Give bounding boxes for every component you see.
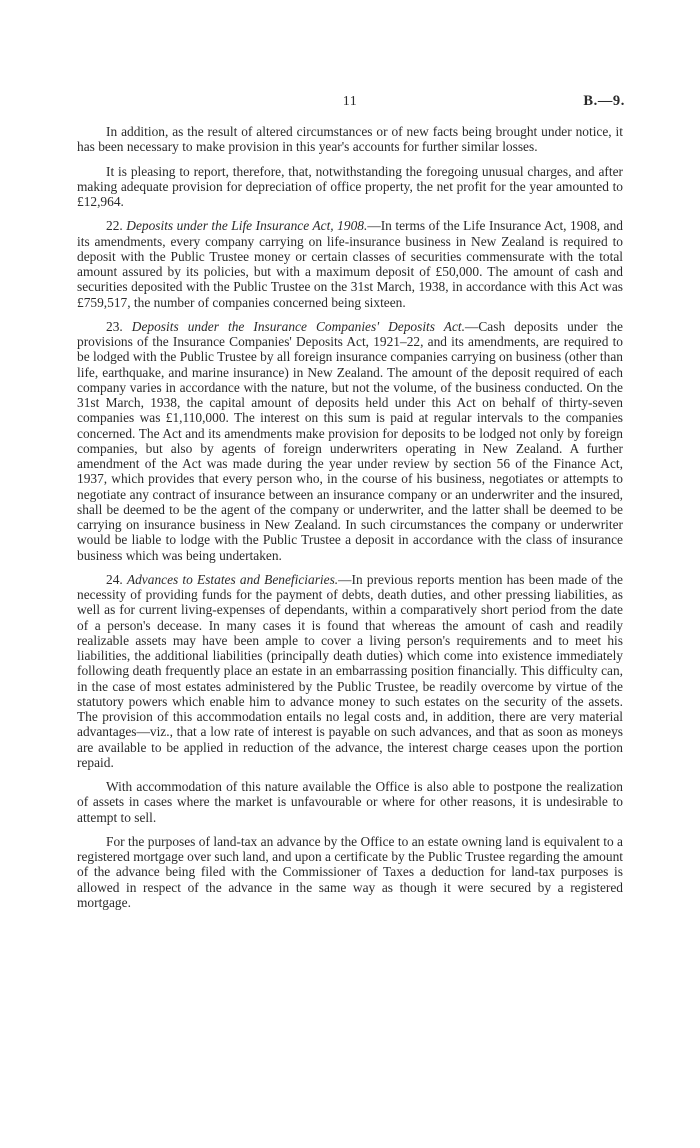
section-text: —In terms of the Life Insurance Act, 1908, and its amendments, every company carrying on life-insurance business in New Zealand is required to deposit with the Public Trustee money or certain classes of securities commensurate with the total amount assured by its policies, but with a maximum deposit of £50,000. The amount of cash and securities deposited with the Public Trustee on the 31st March, 1938, in accordance with this Act was £759,517, the number of companies concerned being sixteen. — [77, 218, 624, 310]
paragraph-net-profit — [77, 164, 623, 210]
document-reference: B.—9. — [583, 93, 625, 109]
paragraph-text: For the purposes of land-tax an advance by the Office to an estate owning land is equivalent to a registered mortgage over such land, and upon a certificate by the Public Trustee regarding the amount of the advance being filed with the Commissioner of Taxes a deduction for land-tax purposes is allowed in respect of the advance in the same way as though it were secured by a registered mortgage. — [77, 833, 623, 910]
section-heading: Deposits under the Life Insurance Act, 1908. — [126, 218, 368, 234]
section-text: —Cash deposits under the provisions of the Insurance Companies' Deposits Act, 1921–22, and its amendments, are required to be lodged with the Public Trustee by all foreign insurance companies carrying on business (other than life, earthquake, and marine insurance) in New Zealand. The amount of the deposit required of each company varies in accordance with the nature, but not the volume, of the business conducted. On the 31st March, 1938, the capital amount of deposits held under this Act on behalf of thirty-seven companies was £1,110,000. The interest on this sum is paid at regular intervals to the companies concerned. The Act and its amendments make provision for deposits to be lodged not only by foreign companies, but also by agents of foreign underwriters operating in New Zealand. A further amendment of the Act was made during the year under review by section 56 of the Finance Act, 1937, which provides that every person who, in the course of his business, negotiates or attempts to negotiate any contract of insurance between an insurance company or an underwriter and the insured, shall be deemed to be the agent of the company or underwriter, and the latter shall be deemed to be carrying on insurance business in New Zealand. In such circumstances the company or underwriter would be liable to lodge with the Public Trustee a deposit in accordance with the class of insurance business which was being undertaken. — [77, 318, 623, 563]
section-text: —In previous reports mention has been made of the necessity of providing funds for the payment of debts, death duties, and other pressing liabilities, as well as for current living-expenses of dependants, within a comparatively short period from the date of a person's decease. In many cases it is found that whereas the amount of cash and readily realizable assets may have been ample to cover a living person's requirements and to meet his liabilities, the additional liabilities (principally death duties) which come into existence immediately following death frequently place an estate in an embarrassing position financially. This difficulty can, in the case of most estates administered by the Public Trustee, be readily overcome by virtue of the statutory powers which enable him to advance money to such estates on the security of the assets. The provision of this accommodation entails no legal costs and, in addition, there are very material advantages—viz., that a low rate of interest is payable on such advances, and that as soon as moneys are available to be applied in reduction of the advance, the interest charge ceases upon the portion repaid. — [77, 571, 623, 770]
paragraph-text: It is pleasing to report, therefore, that, notwithstanding the foregoing unusual charges, and after making adequate provision for depreciation of office property, the net profit for the year amounted to £12,964. — [77, 163, 623, 209]
section-24-advances-to-estates — [77, 572, 623, 770]
section-22-life-insurance-deposits — [77, 218, 623, 310]
section-heading: Advances to Estates and Beneficiaries. — [126, 571, 339, 587]
section-23-insurance-companies-deposits — [77, 319, 623, 563]
paragraph-text: In addition, as the result of altered circumstances or of new facts being brought under notice, it has been necessary to make provision in this year's accounts for further similar losses. — [77, 124, 623, 155]
body-text — [77, 124, 623, 919]
section-heading: Deposits under the Insurance Companies' Deposits Act. — [131, 318, 465, 334]
section-number: 23. — [106, 318, 123, 334]
page-number: 11 — [342, 94, 358, 109]
paragraph-land-tax — [77, 834, 623, 910]
paragraph-additional-losses — [77, 124, 623, 155]
section-number: 24. — [106, 571, 123, 587]
paragraph-text: With accommodation of this nature available the Office is also able to postpone the realization of assets in cases where the market is unfavourable or where for other reasons, it is undesirable to attempt to sell. — [77, 779, 623, 825]
section-number: 22. — [106, 218, 123, 234]
paragraph-postpone-realization — [77, 779, 623, 825]
